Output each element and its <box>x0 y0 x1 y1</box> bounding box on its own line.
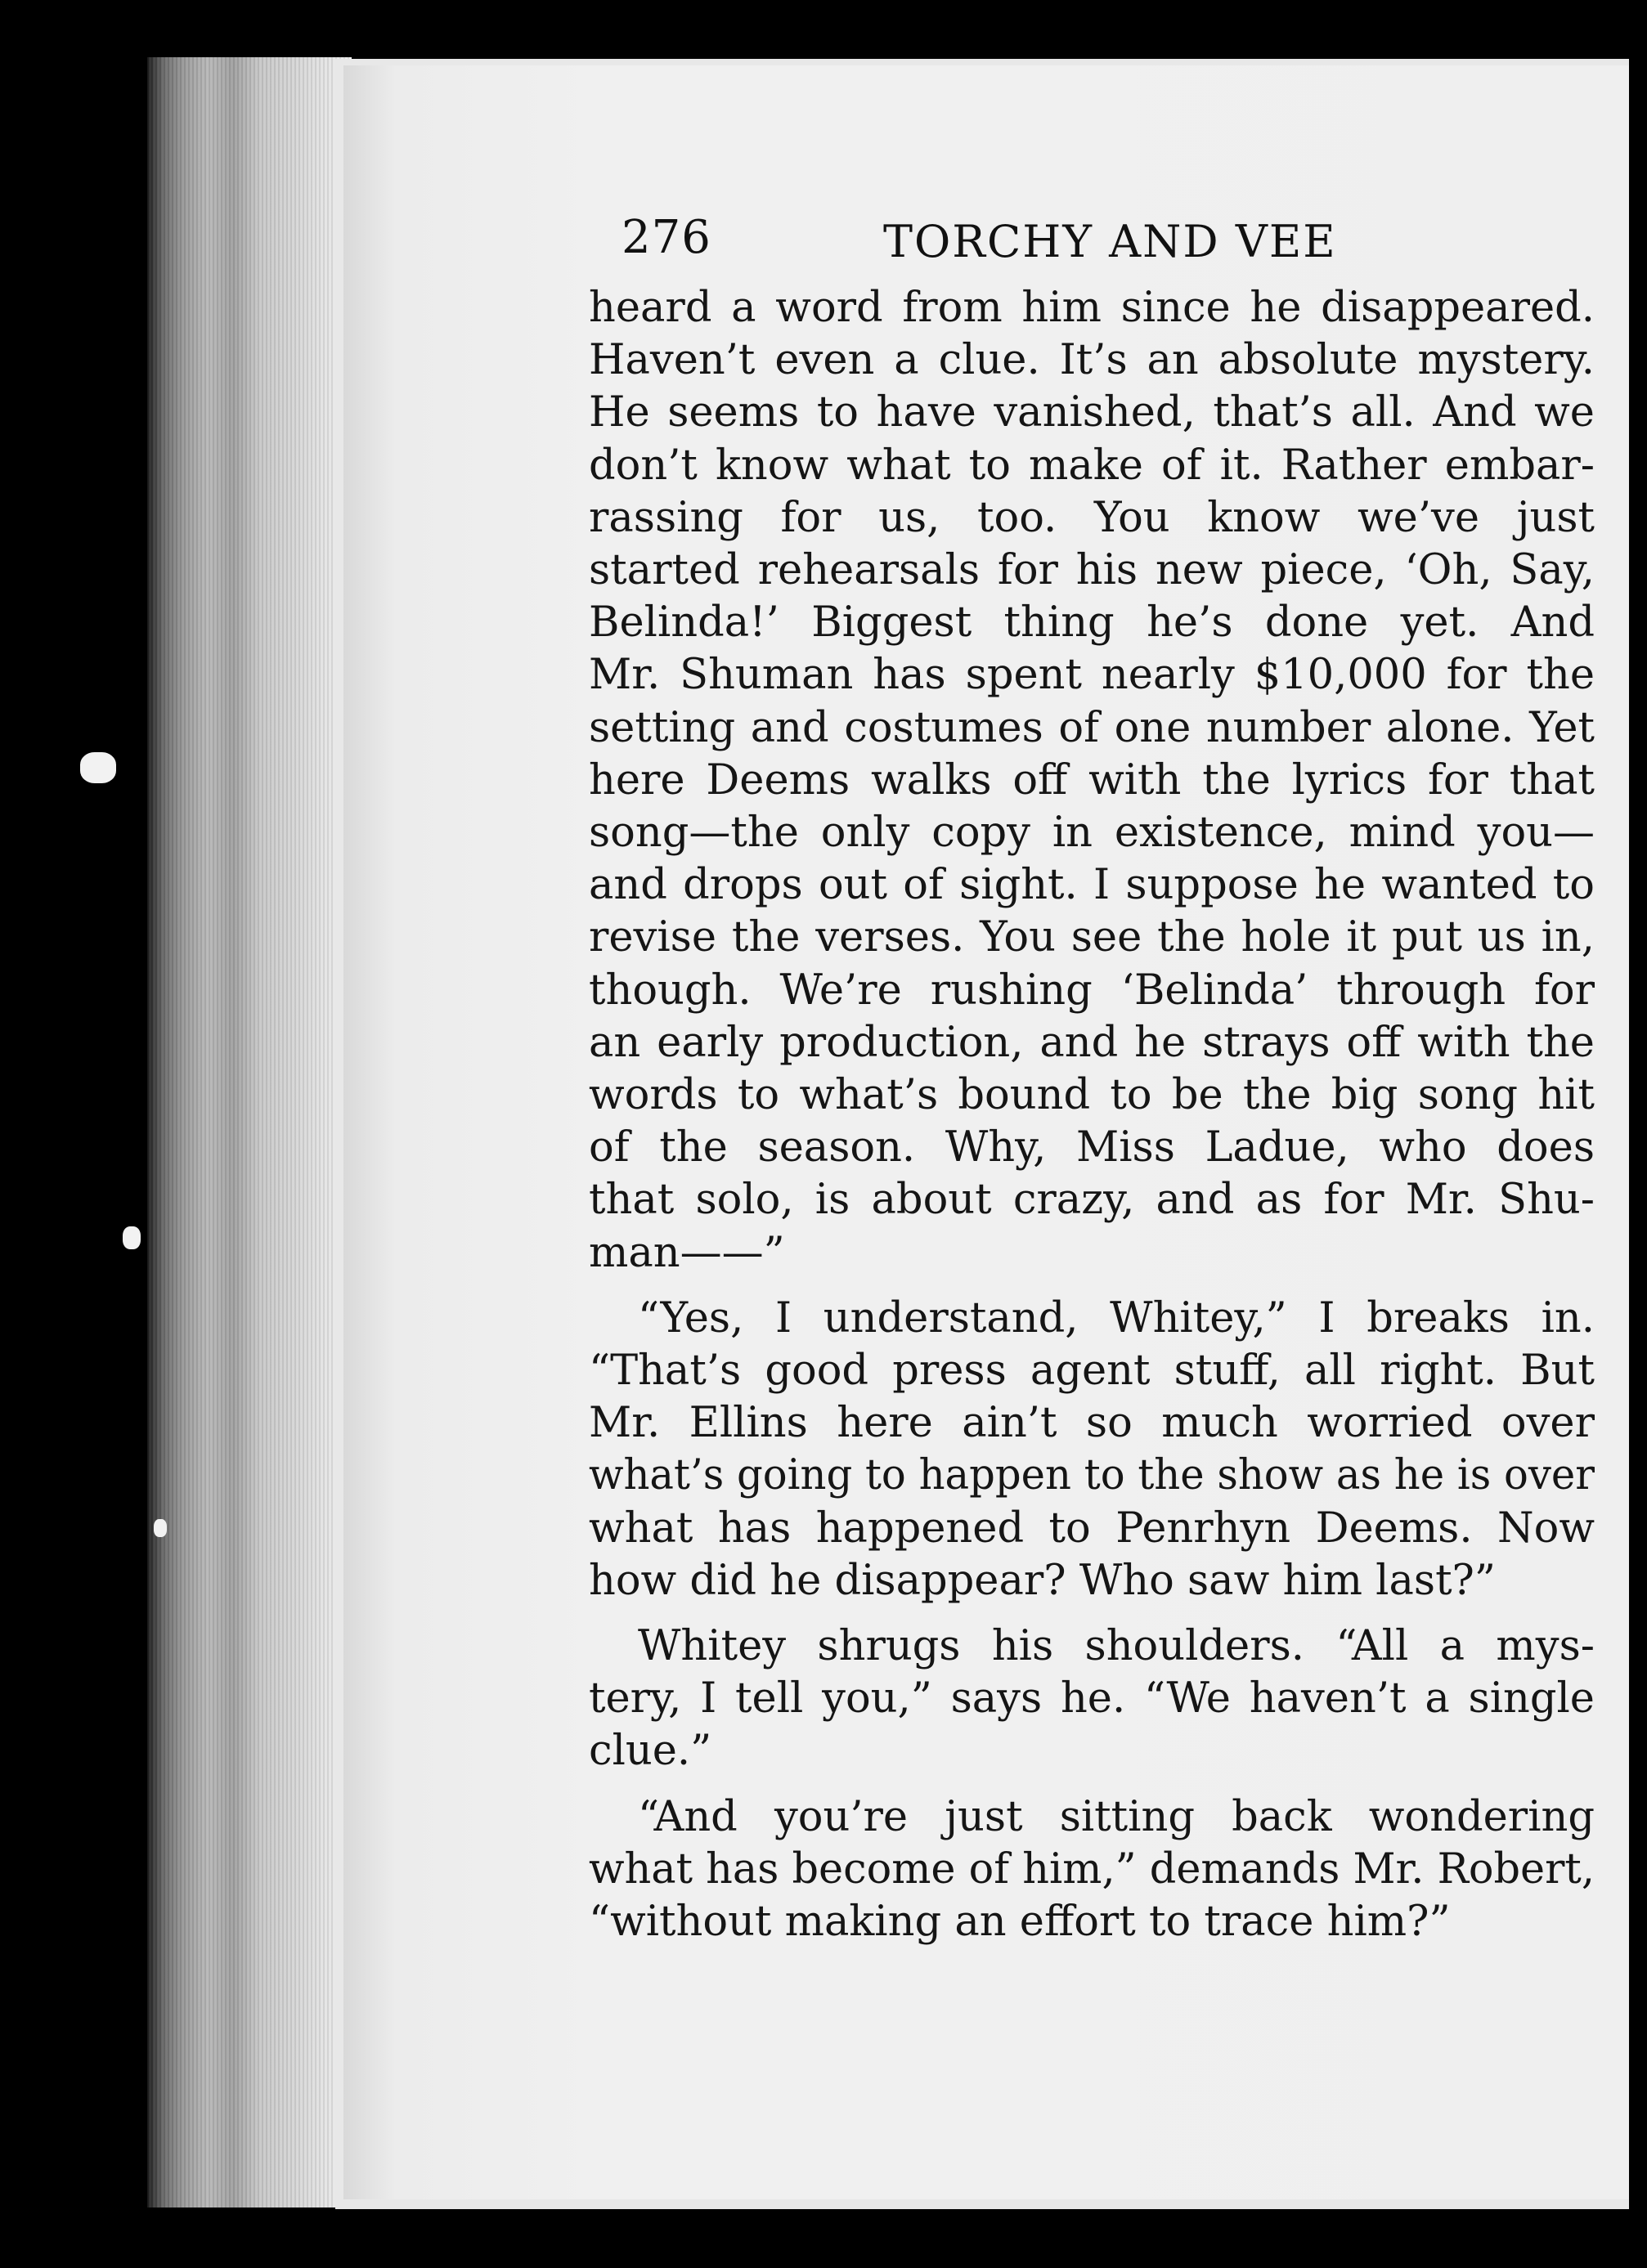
paper-speck <box>154 1519 167 1537</box>
paragraph <box>589 1620 1603 1778</box>
paragraph <box>589 1791 1603 1949</box>
text-line: setting and costumes of one number alone. Yet <box>589 703 1595 752</box>
book-page-edges <box>147 57 352 2207</box>
text-line: started rehearsals for his new piece, ‘Oh, Say, <box>589 546 1595 595</box>
text-line: clue.” <box>589 1727 712 1776</box>
text-line: Whitey shrugs his shoulders. “All a mys- <box>638 1622 1595 1671</box>
text-line: tery, I tell you,” says he. “We haven’t a single <box>589 1674 1595 1723</box>
paper-speck <box>123 1226 141 1249</box>
text-line: and drops out of sight. I suppose he wanted to <box>589 861 1595 910</box>
text-line: “That’s good press agent stuff, all right. But <box>589 1347 1595 1396</box>
text-line: what has become of him,” demands Mr. Robert, <box>589 1844 1595 1894</box>
scan-right-border <box>1629 0 1647 2268</box>
text-line: don’t know what to make of it. Rather embar- <box>589 441 1595 490</box>
paragraph-gap <box>589 1280 1603 1293</box>
text-line: Mr. Ellins here ain’t so much worried over <box>589 1399 1595 1448</box>
text-line: an early production, and he strays off with the <box>589 1018 1595 1067</box>
running-title: TORCHY AND VEE <box>883 216 1337 267</box>
text-line: Haven’t even a clue. It’s an absolute mystery. <box>589 336 1595 385</box>
text-line: how did he disappear? Who saw him last?” <box>589 1556 1496 1605</box>
text-line: heard a word from him since he disappeared. <box>589 284 1595 332</box>
text-line: here Deems walks off with the lyrics for that <box>589 755 1595 805</box>
text-line: Belinda!’ Biggest thing he’s done yet. And <box>589 598 1595 648</box>
page-number: 276 <box>622 211 711 264</box>
paper-speck <box>80 752 116 783</box>
text-line: what has happened to Penrhyn Deems. Now <box>589 1504 1595 1553</box>
text-line: what’s going to happen to the show as he is over <box>589 1451 1595 1500</box>
text-line: man——” <box>589 1228 785 1277</box>
body-text <box>589 282 1603 1948</box>
text-line: though. We’re rushing ‘Belinda’ through for <box>589 966 1595 1015</box>
text-line: Mr. Shuman has spent nearly $10,000 for the <box>589 651 1595 700</box>
text-line: “Yes, I understand, Whitey,” I breaks in. <box>638 1293 1595 1342</box>
page-header <box>622 211 1603 276</box>
text-line: of the season. Why, Miss Ladue, who does <box>589 1123 1595 1172</box>
text-line: revise the verses. You see the hole it put us in, <box>589 913 1595 962</box>
text-line: that solo, is about crazy, and as for Mr. Shu- <box>589 1176 1595 1225</box>
text-line: He seems to have vanished, that’s all. And we <box>589 388 1595 437</box>
text-line: “And you’re just sitting back wondering <box>638 1792 1595 1841</box>
text-line: song—the only copy in existence, mind you— <box>589 809 1595 858</box>
paragraph <box>589 282 1603 1280</box>
text-line: rassing for us, too. You know we’ve just <box>589 493 1595 542</box>
text-line: “without making an effort to trace him?” <box>589 1898 1451 1947</box>
paragraph-gap <box>589 1778 1603 1791</box>
paragraph-gap <box>589 1607 1603 1620</box>
text-line: words to what’s bound to be the big song hit <box>589 1071 1595 1120</box>
paragraph <box>589 1293 1603 1607</box>
